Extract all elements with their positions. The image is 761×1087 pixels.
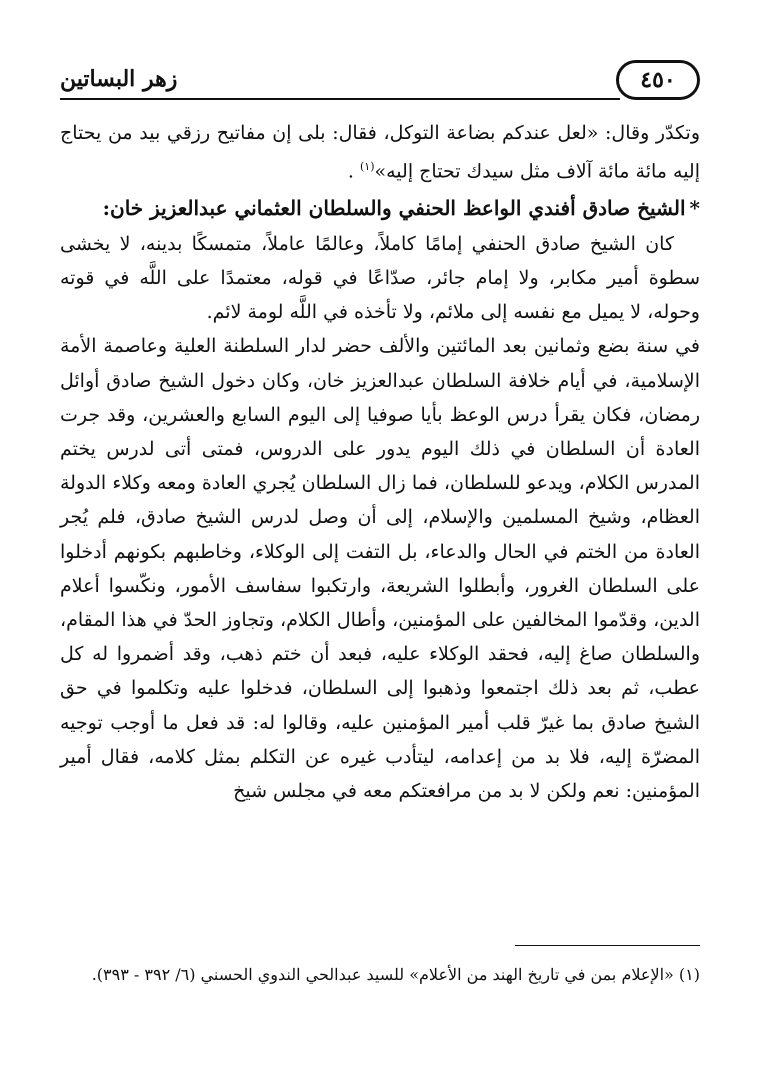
footnote-item: (١) «الإعلام بمن في تاريخ الهند من الأعلام» للسيد عبدالحي الندوي الحسني (٦/ ٣٩٢ - ٣٩٣).	[91, 965, 700, 984]
running-title: زهر البساتين	[60, 66, 178, 92]
paragraph-continuation	[60, 116, 700, 189]
footnote-divider	[515, 945, 700, 946]
heading-text: الشيخ صادق أفندي الواعظ الحنفي والسلطان العثماني عبدالعزيز خان:	[102, 195, 686, 220]
paragraph: في سنة بضع وثمانين بعد المائتين والألف حضر لدار السلطنة العلية وعاصمة الأمة الإسلامية، في أيام خلافة السلطان عبدالعزيز خان، وكان دخول الشيخ صادق أوائل رمضان، فكان يقرأ درس الوعظ بأيا صوفيا إلى اليوم السابع والعشرين، وقد جرت العادة أن السلطان في ذلك اليوم يدور على الدروس، فمتى أتى لدرس يختم المدرس الكلام، ويدعو للسلطان، فما زال السلطان يُجري العادة ومعه وكلاء الدولة العظام، وشيخ المسلمين والإسلام، إلى أن وصل لدرس الشيخ صادق، فلم يُجر العادة من الختم في الحال والدعاء، بل التفت إلى الوكلاء، وخاطبهم بكونهم أدخلوا على السلطان الغرور، وأبطلوا الشريعة، وارتكبوا سفاسف الأمور، ونكّسوا أعلام الدين، وقدّموا المخالفين على المؤمنين، وأطال الكلام، وتجاوز الحدّ في هذا المقام، والسلطان صاغ إليه، فحقد الوكلاء عليه، فبعد أن ختم ذهب، وقد أضمروا له كل عطب، ثم بعد ذلك اجتمعوا وذهبوا إلى السلطان، فدخلوا عليه وتكلموا في حق الشيخ صادق بما غيرّ قلب أمير المؤمنين عليه، وقالوا له: قد فعل ما أوجب توجيه المضرّة إليه، فلا بد من إعدامه، ليتأدب غيره عن التكلم بمثل كلامه، فقال أمير المؤمنين: نعم ولكن لا بد من مرافعتكم معه في مجلس شيخ	[60, 335, 700, 802]
heading-star-icon: *	[689, 195, 700, 220]
footnote-marker: (١)	[359, 160, 375, 174]
body-text	[60, 116, 700, 808]
header-rule	[60, 98, 620, 100]
footnotes	[60, 960, 700, 990]
page-header	[60, 60, 700, 106]
paragraph: كان الشيخ صادق الحنفي إمامًا كاملاً، وعالمًا عاملاً، متمسكًا بدينه، لا يخشى سطوة أمير مكابر، ولا إمام جائر، صدّاعًا في قوله، معتمدًا على اللَّه في قوته وحوله، لا يميل مع نفسه إلى ملائم، ولا تأخذه في اللَّه لومة لائم.	[60, 232, 700, 324]
section-heading	[60, 189, 700, 227]
paragraph-text: وتكدّر وقال: «لعل عندكم بضاعة التوكل، فقال: بلى إن مفاتيح رزقي بيد من يحتاج إليه مائة مائة آلاف مثل سيدك تحتاج إليه»	[60, 122, 700, 183]
page-number: ٤٥٠	[616, 60, 700, 100]
paragraph-end: .	[347, 160, 354, 183]
